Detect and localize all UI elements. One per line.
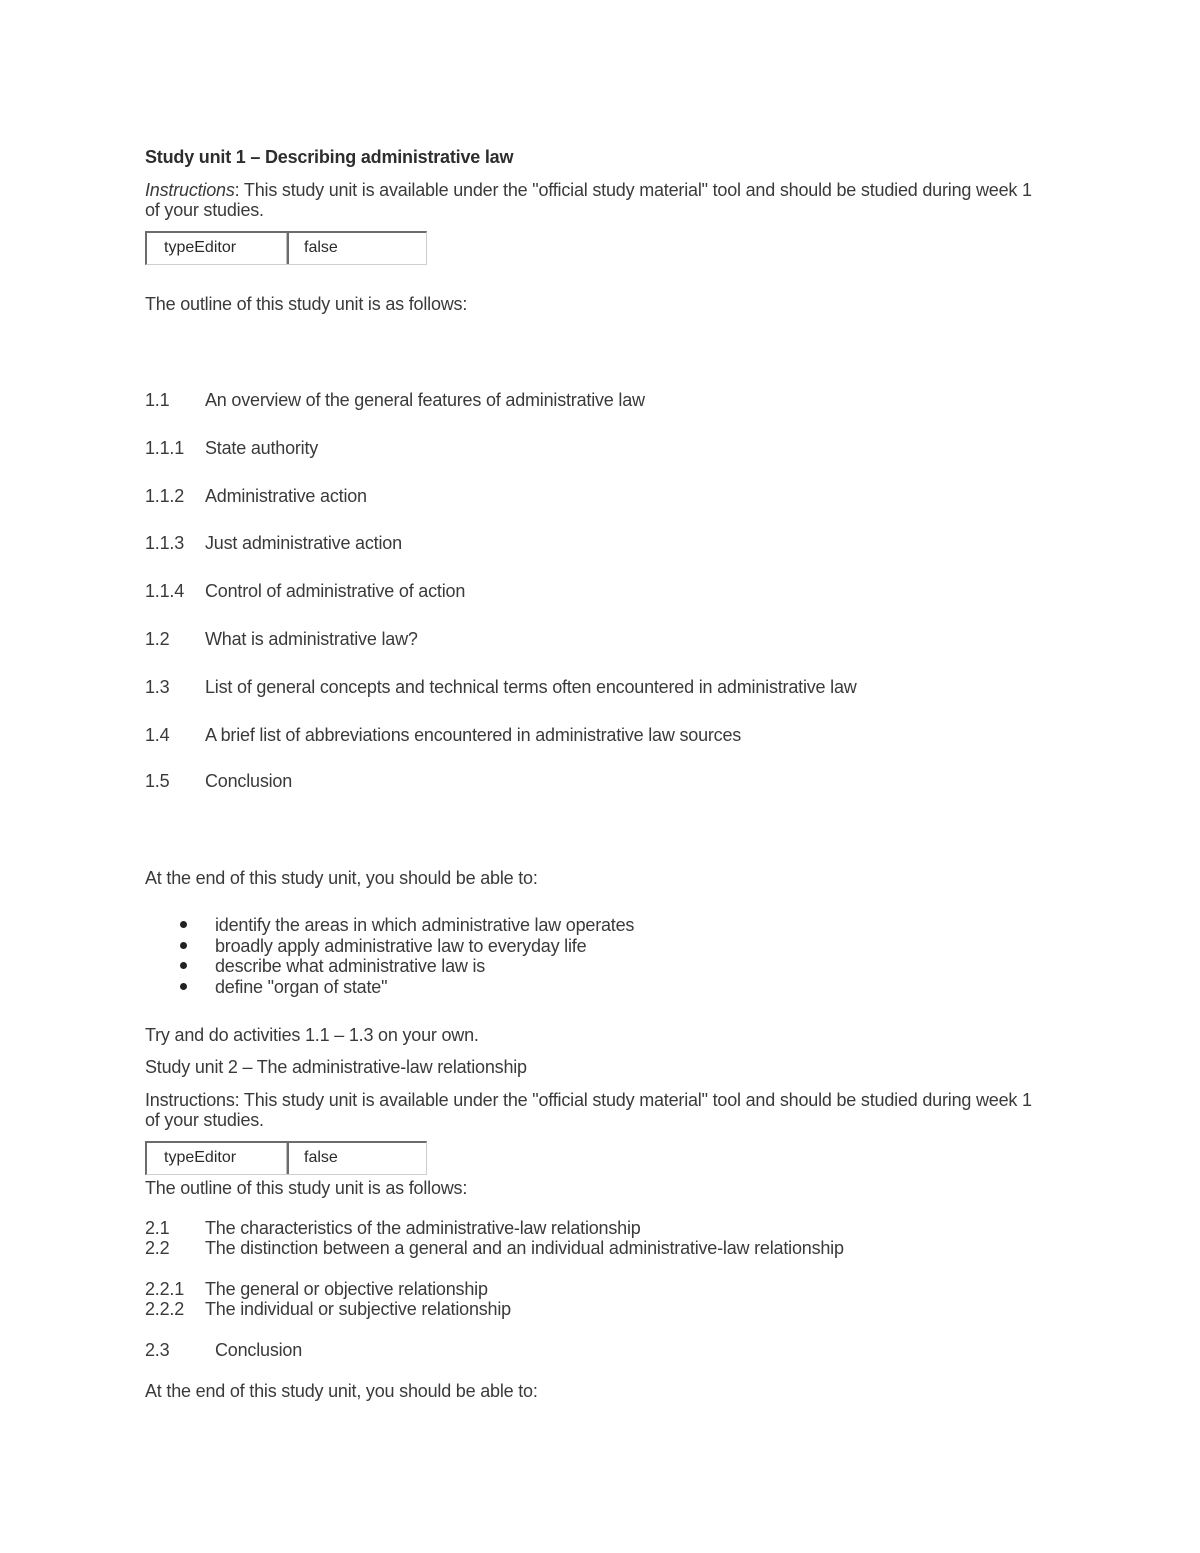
- outline-number: 1.1.4: [145, 581, 185, 601]
- outline-text: Administrative action: [205, 486, 367, 506]
- outline-number: 1.1: [145, 390, 170, 410]
- type-editor-value: false: [287, 233, 427, 264]
- outline-text: What is administrative law?: [205, 629, 418, 649]
- outline-number: 1.1.2: [145, 486, 185, 506]
- outline-number: 1.1.3: [145, 533, 185, 553]
- bullet-icon: [180, 942, 187, 949]
- outline-text: The distinction between a general and an individual administrative-law relationship: [205, 1238, 844, 1258]
- type-editor-key: typeEditor: [147, 1143, 287, 1174]
- outline-text: State authority: [205, 438, 319, 458]
- outline-number: 2.3: [145, 1340, 170, 1360]
- unit1-instructions-cont: of your studies.: [145, 200, 264, 220]
- outline-text: Conclusion: [205, 771, 293, 791]
- outline-text: Just administrative action: [205, 533, 402, 553]
- type-editor-value: false: [287, 1143, 427, 1174]
- unit1-activities: Try and do activities 1.1 – 1.3 on your own.: [145, 1025, 479, 1045]
- outline-number: 1.4: [145, 725, 170, 745]
- outline-text: List of general concepts and technical terms often encountered in administrative law: [205, 677, 857, 697]
- unit2-title: Study unit 2 – The administrative-law relationship: [145, 1057, 527, 1077]
- list-item: describe what administrative law is: [215, 956, 486, 976]
- bullet-icon: [180, 962, 187, 969]
- outline-number: 1.2: [145, 629, 170, 649]
- instructions-text: : This study unit is available under the "official study material" tool and should be studied during week 1: [234, 180, 1032, 200]
- unit1-instructions: [145, 180, 1032, 201]
- instructions-label: Instructions: [145, 180, 235, 200]
- outline-text: An overview of the general features of administrative law: [205, 390, 645, 410]
- type-editor-key: typeEditor: [147, 233, 287, 264]
- outline-text: Conclusion: [215, 1340, 303, 1360]
- unit2-type-editor-box: [145, 1141, 427, 1175]
- outline-text: A brief list of abbreviations encountered in administrative law sources: [205, 725, 742, 745]
- list-item: broadly apply administrative law to everyday life: [215, 936, 587, 956]
- unit1-outcomes-intro: At the end of this study unit, you should be able to:: [145, 868, 538, 888]
- unit2-outcomes-intro: At the end of this study unit, you should be able to:: [145, 1381, 538, 1401]
- unit1-outline-intro: The outline of this study unit is as follows:: [145, 294, 468, 314]
- outline-number: 2.2: [145, 1238, 170, 1258]
- list-item: define "organ of state": [215, 977, 388, 997]
- outline-number: 1.1.1: [145, 438, 185, 458]
- bullet-icon: [180, 921, 187, 928]
- outline-number: 2.2.2: [145, 1299, 185, 1319]
- bullet-icon: [180, 983, 187, 990]
- unit2-instructions-cont: of your studies.: [145, 1110, 264, 1130]
- outline-number: 1.5: [145, 771, 170, 791]
- list-item: identify the areas in which administrative law operates: [215, 915, 635, 935]
- outline-text: The individual or subjective relationship: [205, 1299, 511, 1319]
- outline-text: Control of administrative of action: [205, 581, 466, 601]
- unit2-instructions: Instructions: This study unit is available under the "official study material" tool and should be studied during week 1: [145, 1090, 1032, 1110]
- outline-number: 2.2.1: [145, 1279, 185, 1299]
- unit1-type-editor-box: [145, 231, 427, 265]
- outline-text: The characteristics of the administrative-law relationship: [205, 1218, 641, 1238]
- outline-number: 1.3: [145, 677, 170, 697]
- unit2-outline-intro: The outline of this study unit is as follows:: [145, 1178, 468, 1198]
- unit1-title: Study unit 1 – Describing administrative law: [145, 147, 514, 167]
- outline-text: The general or objective relationship: [205, 1279, 488, 1299]
- outline-number: 2.1: [145, 1218, 170, 1238]
